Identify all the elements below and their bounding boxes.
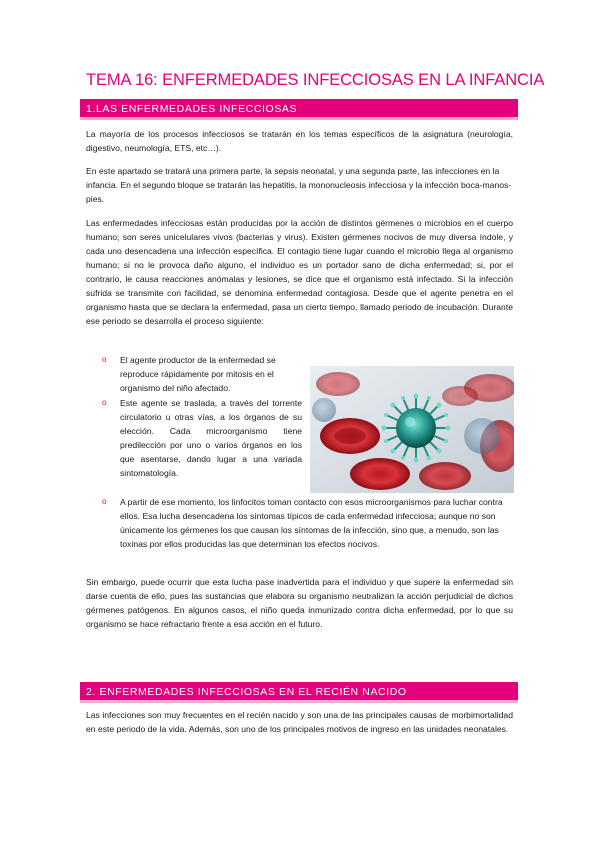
section-heading-2: 2. ENFERMEDADES INFECCIOSAS EN EL RECIÉN NACIDO (80, 682, 518, 703)
virus-image (310, 366, 514, 493)
section-heading-1: 1.LAS ENFERMEDADES INFECCIOSAS (80, 99, 518, 120)
bullet-marker: o (102, 398, 107, 407)
paragraph-immunity: Sin embargo, puede ocurrir que esta lucha pase inadvertida para el individuo y que supere la enfermedad sin darse cuenta de ello, pues las sustancias que elabora su organismo neutralizan la acción perjudicial de dichos gérmenes patógenos. En algunos casos, el niño queda inmunizado contra dicha enfermedad, por lo que su organismo se hace refractario frente a esa acción en el futuro. (86, 577, 513, 629)
paragraph-intro: La mayoría de los procesos infecciosos se tratarán en los temas específicos de la asignatura (neurología, digestivo, neumología, ETS, etc…). (86, 129, 513, 153)
list-item-text: Este agente se traslada, a través del torrente circulatorio u otras vías, a los órganos de su elección. Cada microorganismo tiene predilección por uno o varios órganos en los que asentarse, dando lugar a una variada sintomatología. (120, 398, 302, 478)
bullet-marker: o (102, 497, 107, 506)
paragraph-scope: En este apartado se tratará una primera parte, la sepsis neonatal, y una segunda parte, las infecciones en la infancia. En el segundo bloque se tratarán las hepatitis, la mononucleosis infecciosa y la infección boca-manos-pies. (86, 166, 512, 204)
page-title: TEMA 16: ENFERMEDADES INFECCIOSAS EN LA INFANCIA (86, 71, 545, 89)
list-item-text: El agente productor de la enfermedad se reproduce rápidamente por mitosis en el organismo del niño afectado. (120, 355, 276, 393)
list-item-text: A partir de ese momento, los linfocitos toman contacto con esos microorganismos para luchar contra ellos. Esa lucha desencadena los síntomas típicos de cada enfermedad infecciosa; aunque no son únicamente los gérmenes los que causan los síntomas de la infección, sino que, a menudo, son las toxinas por ellos producidas las que determinan los efectos nocivos. (120, 497, 503, 549)
bullet-marker: o (102, 355, 107, 364)
virus-illustration (310, 366, 514, 493)
paragraph-definition: Las enfermedades infecciosas están producidas por la acción de distintos gérmenes o microbios en el cuerpo humano; son seres unicelulares vivos (bacterias y virus). Existen gérmenes nocivos de muy diversa índole, y cada uno desencadena una infección específica. El contagio tiene lugar cuando el microbio llega al organismo humano; si no le provoca daño alguno, el individuo es un portador sano de dicha enfermedad; si, por el contrario, le causa reacciones anómalas y lesiones, se dice que el organismo está infectado. Si la infección sufrida se transmite con facilidad, se denomina enfermedad contagiosa. Desde que el agente penetra en el organismo hasta que se declara la enfermedad, pasa un cierto tiempo, llamado periodo de incubación. Durante ese periodo se desarrolla el proceso siguiente: (86, 218, 513, 326)
paragraph-newborn: Las infecciones son muy frecuentes en el recién nacido y son una de las principales causas de morbimortalidad en este periodo de la vida. Además, son uno de los principales motivos de ingreso en las unidades neonatales. (86, 710, 513, 734)
